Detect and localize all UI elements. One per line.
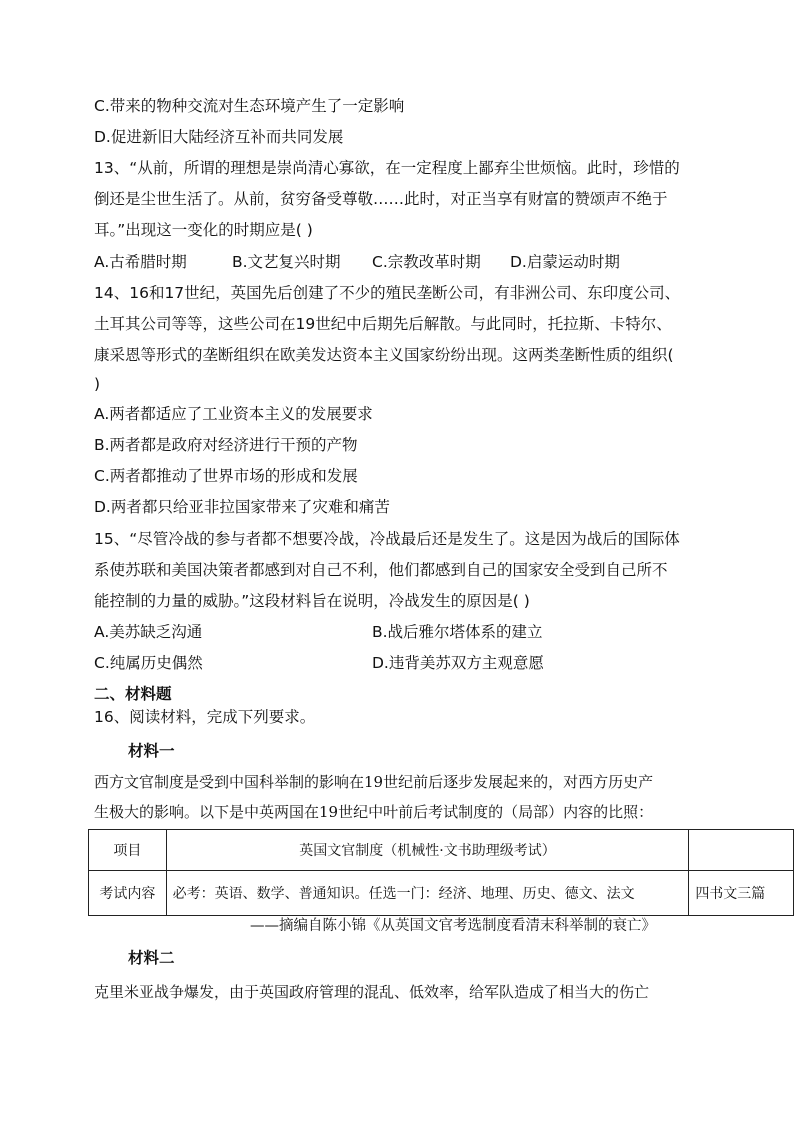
q14-option-b: B.两者都是政府对经济进行干预的产物 <box>94 436 358 454</box>
table-row <box>89 871 794 916</box>
table-header-row <box>89 830 794 871</box>
material-1-line-1: 西方文官制度是受到中国科举制的影响在19世纪前后逐步发展起来的，对西方历史产 <box>94 773 654 791</box>
q13-stem-line-3: 耳。”出现这一变化的时期应是( ) <box>94 221 313 239</box>
q13-option-b: B.文艺复兴时期 <box>232 253 341 271</box>
table-header-cell: 英国文官制度（机械性·文书助理级考试） <box>166 830 689 871</box>
q15-option-b: B.战后雅尔塔体系的建立 <box>372 623 543 641</box>
material-1-title: 材料一 <box>128 741 175 760</box>
material-1-line-2: 生极大的影响。以下是中英两国在19世纪中叶前后考试制度的（局部）内容的比照： <box>94 803 654 821</box>
material-2-line-1: 克里米亚战争爆发，由于英国政府管理的混乱、低效率，给军队造成了相当大的伤亡 <box>94 983 650 1001</box>
q16-stem: 16、阅读材料，完成下列要求。 <box>94 708 316 726</box>
q15-stem-line-2: 系使苏联和美国决策者都感到对自己不利，他们都感到自己的国家安全受到自己所不 <box>94 561 668 579</box>
q13-option-d: D.启蒙运动时期 <box>510 253 620 271</box>
table-cell: 必考：英语、数学、普通知识。任选一门：经济、地理、历史、德文、法文 <box>166 871 689 916</box>
section-heading: 二、材料题 <box>94 685 172 703</box>
table-cell: 四书文三篇 <box>689 871 794 916</box>
q15-option-a: A.美苏缺乏沟通 <box>94 623 203 641</box>
q13-stem-line-2: 倒还是尘世生活了。从前，贫穷备受尊敬……此时，对正当享有财富的赞颂声不绝于 <box>94 190 668 208</box>
q15-option-c: C.纯属历史偶然 <box>94 654 203 672</box>
q14-stem-line-1: 14、16和17世纪，英国先后创建了不少的殖民垄断公司，有非洲公司、东印度公司、 <box>94 284 681 302</box>
q15-stem-line-1: 15、“尽管冷战的参与者都不想要冷战，冷战最后还是发生了。这是因为战后的国际体 <box>94 530 680 548</box>
comparison-table <box>88 829 794 916</box>
q13-option-a: A.古希腊时期 <box>94 253 187 271</box>
q14-stem-line-3: 康采恩等形式的垄断组织在欧美发达资本主义国家纷纷出现。这两类垄断性质的组织( <box>94 346 674 364</box>
table-cell: 考试内容 <box>89 871 167 916</box>
q14-stem-line-4: ) <box>94 375 101 393</box>
table-header-cell: 项目 <box>89 830 167 871</box>
q14-option-d: D.两者都只给亚非拉国家带来了灾难和痛苦 <box>94 498 390 516</box>
q14-stem-line-2: 土耳其公司等等，这些公司在19世纪中后期先后解散。与此同时，托拉斯、卡特尔、 <box>94 315 672 333</box>
q13-stem-line-1: 13、“从前，所谓的理想是崇尚清心寡欲，在一定程度上鄙弃尘世烦恼。此时，珍惜的 <box>94 159 680 177</box>
q14-option-c: C.两者都推动了世界市场的形成和发展 <box>94 467 358 485</box>
q15-option-d: D.违背美苏双方主观意愿 <box>372 654 544 672</box>
material-1-source: ——摘编自陈小锦《从英国文官考选制度看清末科举制的衰亡》 <box>250 918 656 934</box>
q12-option-d: D.促进新旧大陆经济互补而共同发展 <box>94 128 344 146</box>
q14-option-a: A.两者都适应了工业资本主义的发展要求 <box>94 405 373 423</box>
table-header-cell <box>689 830 794 871</box>
q13-option-c: C.宗教改革时期 <box>372 253 481 271</box>
material-2-title: 材料二 <box>128 948 175 967</box>
q15-stem-line-3: 能控制的力量的威胁。”这段材料旨在说明，冷战发生的原因是( ) <box>94 592 530 610</box>
q12-option-c: C.带来的物种交流对生态环境产生了一定影响 <box>94 97 405 115</box>
